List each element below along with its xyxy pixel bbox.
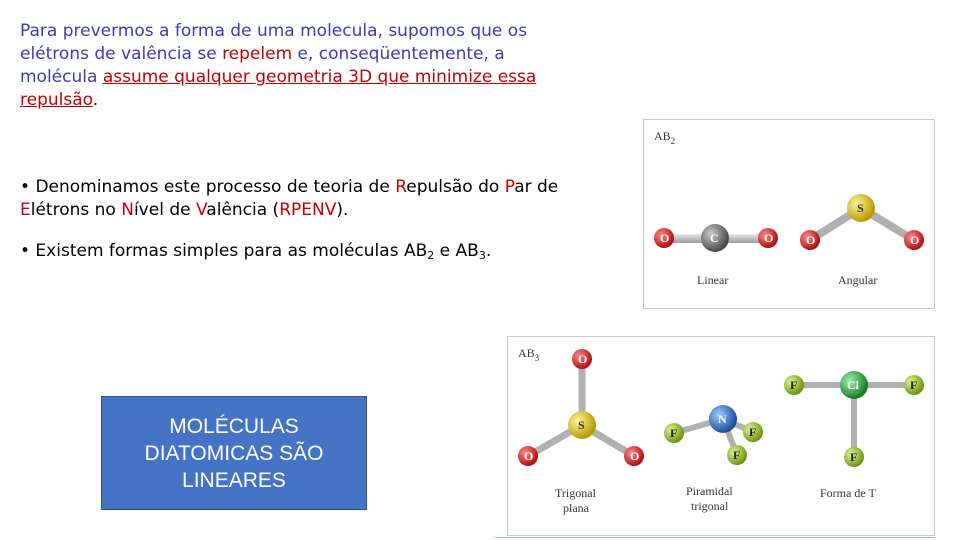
ab2-label: $AB_2$ [654, 129, 676, 146]
intro-underlined: assume qualquer geometria 3D que minimize essa repulsão [20, 67, 537, 110]
bullet-mark: • [20, 177, 36, 197]
trig-O3-label: O [630, 449, 640, 463]
b1-t3: ar de [514, 177, 559, 197]
bullet-ab-shapes [20, 240, 560, 263]
box-line-2: DIATOMICAS SÃO [144, 441, 324, 465]
box-line-3: LINEARES [182, 468, 286, 492]
b2-mid: e AB [434, 241, 479, 261]
b1-R: R [395, 177, 407, 197]
b2-text: • Existem formas simples para as moléculas AB [20, 241, 428, 261]
intro-end: . [92, 90, 99, 110]
t-F3-label: F [850, 450, 858, 464]
b2-sub1: 2 [427, 249, 435, 262]
trig-caption-1: Trigonal [555, 486, 596, 500]
b1-acronym: RPENV [279, 200, 337, 220]
t-F2-label: F [910, 378, 918, 392]
ab3-diagram [508, 337, 936, 537]
intro-repelem: repelem [222, 44, 293, 64]
pyr-F3-label: F [733, 448, 741, 462]
b1-N: N [121, 200, 134, 220]
pyr-N-label: N [718, 412, 727, 426]
b2-sub2: 3 [478, 249, 486, 262]
ab2-diagram [644, 120, 936, 310]
bullet-rpenv [20, 176, 560, 222]
pyr-caption-1: Piramidal [686, 484, 733, 498]
pyr-F1-label: F [670, 426, 678, 440]
angular-S-label: S [857, 201, 864, 215]
ab3-label: $AB_3$ [518, 346, 540, 363]
trig-O2-label: O [524, 449, 534, 463]
linear-O2-label: O [764, 231, 774, 245]
b1-t2: epulsão do [406, 177, 505, 197]
angular-O2-label: O [910, 233, 920, 247]
t-Cl-label: Cl [847, 378, 859, 392]
b1-V: V [195, 200, 207, 220]
intro-text-2: e, conseqüentemente, a molécula [20, 44, 505, 87]
b1-t6: alência ( [206, 200, 280, 220]
bottom-divider [495, 537, 935, 538]
linear-C-label: C [710, 231, 719, 245]
b1-E: E [20, 200, 31, 220]
trig-caption-2: plana [563, 501, 589, 515]
b1-P: P [504, 177, 515, 197]
b1-t5: ível de [133, 200, 196, 220]
b1-t7: ). [336, 200, 349, 220]
b2-end: . [485, 241, 492, 261]
b1-t4: létrons no [30, 200, 122, 220]
t-caption: Forma de T [820, 486, 876, 500]
linear-caption: Linear [697, 273, 729, 287]
trig-O1-label: O [578, 352, 588, 366]
diatomic-note-box [101, 396, 367, 510]
trig-S-label: S [578, 418, 585, 432]
pyr-F2-label: F [749, 425, 757, 439]
angular-caption: Angular [838, 273, 878, 287]
intro-text-1: Para prevermos a forma de uma molecula, supomos que os elétrons de valência se [20, 21, 528, 64]
intro-paragraph [20, 20, 540, 112]
ab3-figure [507, 336, 935, 536]
b1-t1: Denominamos este processo de teoria de [35, 177, 396, 197]
ab2-figure [643, 119, 935, 309]
pyr-caption-2: trigonal [691, 499, 729, 513]
box-line-1: MOLÉCULAS [169, 414, 299, 438]
linear-O1-label: O [660, 231, 670, 245]
t-F1-label: F [790, 378, 798, 392]
angular-O1-label: O [806, 233, 816, 247]
